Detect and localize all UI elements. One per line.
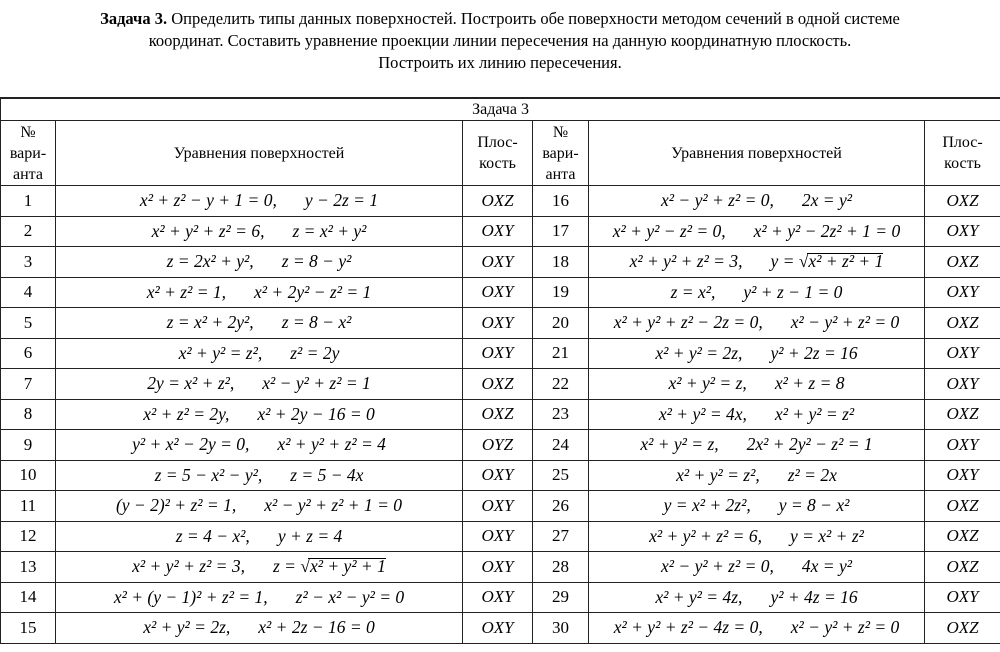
variant-number: 18 [533,247,589,278]
equation-1: x² + y² + z² = 3, [132,556,245,577]
projection-plane: OXZ [925,491,1000,522]
table-row [1,613,1000,644]
equations-cell [56,460,463,491]
variant-number: 5 [1,308,56,339]
equations-cell [589,552,925,583]
variant-number: 20 [533,308,589,339]
variant-number: 15 [1,613,56,644]
equation-2: z² = 2y [290,342,340,363]
equation-1: x² − y² + z² = 0, [661,190,774,211]
header-variant-number [533,121,589,186]
equations-cell [56,399,463,430]
equation-1: y² + x² − 2y = 0, [132,434,250,455]
equations-cell [56,308,463,339]
equation-2: x² + 2z − 16 = 0 [258,617,375,638]
variant-number: 10 [1,460,56,491]
equations-cell [56,277,463,308]
equation-1: x² + z² = 1, [146,281,227,302]
variant-number: 19 [533,277,589,308]
equation-2: y = 8 − x² [778,495,850,516]
equations-cell [589,460,925,491]
variant-number: 22 [533,369,589,400]
projection-plane: OXZ [463,369,533,400]
table-row [1,582,1000,613]
equation-2: y = √x² + z² + 1 [770,251,884,272]
equations-cell [56,491,463,522]
table-row [1,491,1000,522]
projection-plane: OXY [925,369,1000,400]
projection-plane: OXY [925,582,1000,613]
equations-cell [56,369,463,400]
equation-1: x² + z² = 2y, [143,403,230,424]
header-text: кость [944,155,981,172]
projection-plane: OXZ [925,552,1000,583]
variant-number: 2 [1,216,56,247]
equations-cell [56,552,463,583]
equation-2: x² − y² + z² + 1 = 0 [264,495,403,516]
equations-cell [56,247,463,278]
variant-number: 4 [1,277,56,308]
variant-number: 16 [533,186,589,217]
table-row [1,460,1000,491]
equation-2: x² + 2y² − z² = 1 [254,281,372,302]
equation-1: x² + y² − z² = 0, [612,220,726,241]
equation-2: 2x² + 2y² − z² = 1 [746,434,873,455]
equation-2: x² − y² + z² = 0 [790,617,900,638]
header-text: вари- [9,144,47,162]
equation-2: y = x² + z² [789,525,864,546]
variant-number: 30 [533,613,589,644]
equations-cell [589,521,925,552]
equations-cell [56,338,463,369]
equations-cell [589,247,925,278]
projection-plane: OXZ [463,399,533,430]
equations-cell [589,582,925,613]
projection-plane: OXZ [925,308,1000,339]
header-text: кость [479,155,516,172]
projection-plane: OXY [925,277,1000,308]
projection-plane: OXZ [925,247,1000,278]
projection-plane: OXY [463,247,533,278]
projection-plane: OXZ [925,613,1000,644]
equation-1: x² − y² + z² = 0, [661,556,774,577]
table-row [1,247,1000,278]
task-text-line1: Определить типы данных поверхностей. Построить обе поверхности методом сечений в одной системе [167,9,900,28]
header-text: Плос- [477,134,518,151]
equations-cell [589,186,925,217]
equation-2: x² + z = 8 [774,373,845,394]
task-text-line3: Построить их линию пересечения. [378,53,622,72]
projection-plane: OXZ [925,399,1000,430]
equation-1: x² + y² = 4x, [658,403,747,424]
equation-1: x² + y² + z² = 3, [629,251,743,272]
header-text: анта [13,165,43,183]
variant-number: 8 [1,399,56,430]
equation-1: x² + y² = 2z, [655,342,743,363]
table-row [1,399,1000,430]
equation-1: x² + y² + z² − 2z = 0, [613,312,763,333]
equation-2: 4x = y² [801,556,852,577]
header-text: № [20,123,36,141]
table-row [1,430,1000,461]
equations-cell [56,216,463,247]
projection-plane: OXY [463,216,533,247]
variant-number: 9 [1,430,56,461]
equations-cell [589,369,925,400]
equation-2: z = √x² + y² + 1 [273,556,386,577]
variant-number: 24 [533,430,589,461]
task-label: Задача 3. [100,9,168,28]
header-equations: Уравнения поверхностей [589,121,925,186]
equation-2: z² − x² − y² = 0 [295,586,405,607]
equation-2: x² + y² + z² = 4 [277,434,386,455]
equation-1: z = x² + 2y², [166,312,254,333]
variant-number: 25 [533,460,589,491]
equation-2: x² − y² + z² = 0 [790,312,900,333]
projection-plane: OXZ [463,186,533,217]
header-text: вари- [542,144,579,162]
equation-1: z = 4 − x², [175,525,250,546]
table-row [1,216,1000,247]
header-text: № [552,123,569,141]
variant-number: 17 [533,216,589,247]
equation-2: z² = 2x [787,464,837,485]
table-row [1,308,1000,339]
projection-plane: OXZ [925,521,1000,552]
task-text-line2: координат. Составить уравнение проекции линии пересечения на данную координатную плоскость. [148,31,852,50]
header-plane [925,121,1000,186]
equation-2: y + z = 4 [277,525,343,546]
equations-cell [589,277,925,308]
projection-plane: OXY [463,521,533,552]
equation-1: x² + y² + z² − 4z = 0, [613,617,763,638]
equation-2: z = x² + y² [292,220,367,241]
equations-cell [589,399,925,430]
equations-cell [589,430,925,461]
equations-cell [589,491,925,522]
variant-number: 27 [533,521,589,552]
equations-cell [56,613,463,644]
variant-number: 14 [1,582,56,613]
equation-1: x² + (y − 1)² + z² = 1, [113,586,268,607]
table-row [1,338,1000,369]
variant-number: 26 [533,491,589,522]
projection-plane: OXY [463,582,533,613]
task-statement [0,8,1000,74]
header-equations: Уравнения поверхностей [56,121,463,186]
projection-plane: OXY [925,338,1000,369]
variant-number: 23 [533,399,589,430]
variant-number: 29 [533,582,589,613]
equation-1: x² + y² + z² = 6, [649,525,762,546]
equation-2: x² + 2y − 16 = 0 [257,403,375,424]
equation-2: z = 5 − 4x [290,464,364,485]
equation-2: y² + 2z = 16 [770,342,858,363]
equation-1: (y − 2)² + z² = 1, [115,495,237,516]
projection-plane: OXY [925,216,1000,247]
projection-plane: OXY [463,552,533,583]
equation-1: y = x² + 2z², [663,495,751,516]
variant-number: 13 [1,552,56,583]
equation-2: y² + z − 1 = 0 [743,281,843,302]
projection-plane: OXY [463,338,533,369]
table-row [1,369,1000,400]
equation-2: x² − y² + z² = 1 [262,373,371,394]
table-row [1,521,1000,552]
equation-2: y − 2z = 1 [304,190,379,211]
equation-2: z = 8 − y² [281,251,352,272]
projection-plane: OXY [463,277,533,308]
table-row [1,277,1000,308]
equation-2: x² + y² = z² [774,403,855,424]
header-text: Плос- [942,134,983,151]
equation-1: x² + y² + z² = 6, [151,220,265,241]
projection-plane: OXY [925,430,1000,461]
variant-number: 1 [1,186,56,217]
equation-1: x² + y² = z², [178,342,263,363]
variant-number: 12 [1,521,56,552]
equation-1: x² + z² − y + 1 = 0, [139,190,277,211]
header-plane [463,121,533,186]
equation-2: 2x = y² [801,190,852,211]
table-row [1,552,1000,583]
equations-cell [589,308,925,339]
equation-1: x² + y² = z², [676,464,760,485]
variant-number: 3 [1,247,56,278]
equation-2: y² + 4z = 16 [770,586,858,607]
equations-cell [589,613,925,644]
header-text: анта [545,165,576,183]
equation-2: x² + y² − 2z² + 1 = 0 [753,220,901,241]
equations-cell [56,186,463,217]
projection-plane: OXZ [925,186,1000,217]
projection-plane: OXY [463,460,533,491]
equation-1: x² + y² = z, [668,373,747,394]
equation-1: z = x², [670,281,716,302]
equation-1: x² + y² = 2z, [143,617,231,638]
equations-cell [589,216,925,247]
variant-number: 28 [533,552,589,583]
table-row [1,186,1000,217]
header-variant-number [1,121,56,186]
equations-cell [56,582,463,613]
projection-plane: OXY [463,491,533,522]
equation-1: x² + y² = 4z, [655,586,743,607]
projection-plane: OYZ [463,430,533,461]
table-caption: Задача 3 [1,98,1000,121]
variant-number: 11 [1,491,56,522]
projection-plane: OXY [463,308,533,339]
header-row [1,121,1000,186]
equation-1: z = 5 − x² − y², [154,464,263,485]
projection-plane: OXY [925,460,1000,491]
equation-1: z = 2x² + y², [166,251,254,272]
equations-cell [589,338,925,369]
variant-number: 21 [533,338,589,369]
variant-number: 7 [1,369,56,400]
variants-table [0,97,1000,644]
equations-cell [56,521,463,552]
equation-2: z = 8 − x² [281,312,352,333]
projection-plane: OXY [463,613,533,644]
equation-1: x² + y² = z, [640,434,719,455]
equations-cell [56,430,463,461]
equation-1: 2y = x² + z², [147,373,235,394]
variant-number: 6 [1,338,56,369]
